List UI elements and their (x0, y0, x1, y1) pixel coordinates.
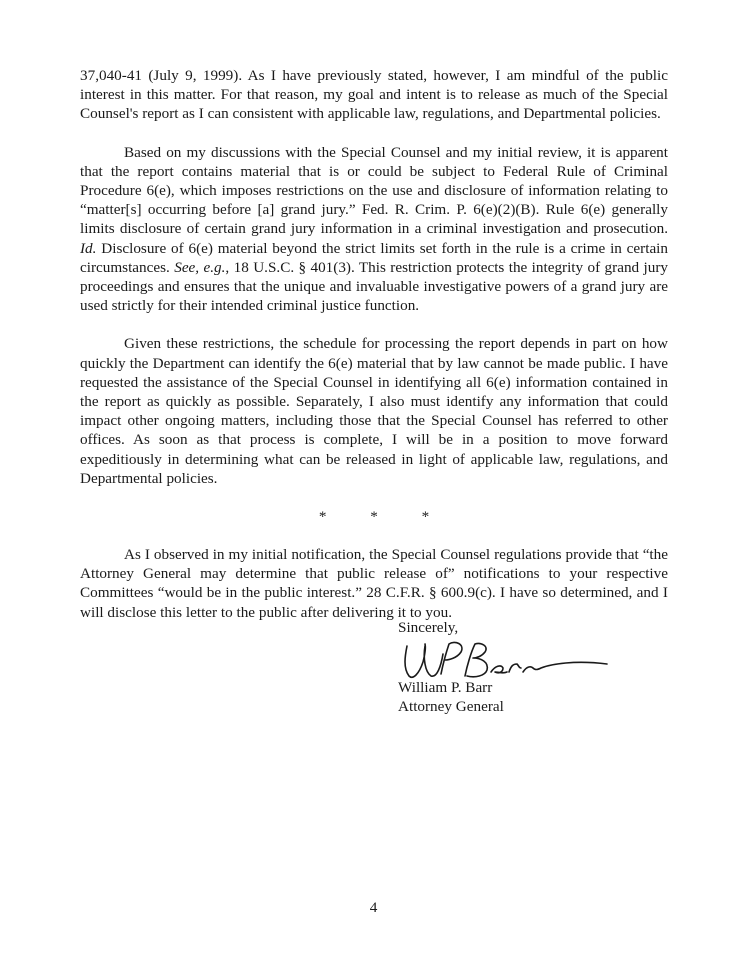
page-number: 4 (369, 899, 378, 916)
paragraph-2-part-2: Disclosure of 6(e) material beyond the strict limits set forth in the rule is a crime in certain circumstances. (80, 239, 668, 276)
paragraph-2 (80, 143, 668, 316)
paragraph-2-part-3: , 18 U.S.C. § 401(3). This restriction protects the integrity of grand jury proceedings and ensures that the unique and invaluable investigative powers of a grand jury are used strictly for their intended criminal justice function. (80, 258, 668, 315)
separator-asterisk: * (370, 508, 378, 526)
section-separator (80, 507, 668, 526)
separator-asterisk: * (318, 508, 327, 526)
citation-see: See, e.g. (174, 258, 226, 276)
paragraph-3: Given these restrictions, the schedule for processing the report depends in part on how quickly the Department can identify the 6(e) material that by law cannot be made public. I have requested the assistance of the Special Counsel in identifying all 6(e) information contained in the report as quickly as possible. Separately, I also must identify any information that could impact other ongoing matters, including those that the Special Counsel has referred to other offices. As soon as that process is complete, I will be in a position to move forward expeditiously in determining what can be released in light of applicable law, regulations, and Departmental policies. (80, 335, 668, 487)
separator-asterisk: * (421, 508, 430, 526)
letter-body (80, 66, 668, 622)
paragraph-4: As I observed in my initial notification, the Special Counsel regulations provide that “the Attorney General may determine that public release of” notifications to your respective Committees “would be in the public interest.” 28 C.F.R. § 600.9(c). I have so determined, and I will disclose this letter to the public after delivering it to you. (80, 546, 668, 621)
signatory-name: William P. Barr (398, 679, 493, 696)
closing: Sincerely, (398, 619, 459, 636)
paragraph-1: 37,040-41 (July 9, 1999). As I have previously stated, however, I am mindful of the public interest in this matter. For that reason, my goal and intent is to release as much of the Special Counsel's report as I can consistent with applicable law, regulations, and Departmental policies. (80, 67, 668, 123)
signatory-title: Attorney General (398, 698, 504, 715)
paragraph-2-part-1: Based on my discussions with the Special Counsel and my initial review, it is apparent that the report contains material that is or could be subject to Federal Rule of Criminal Procedure 6(e), which imposes restrictions on the use and disclosure of information relating to “matter[s] occurring before [a] grand jury.” Fed. R. Crim. P. 6(e)(2)(B). Rule 6(e) generally limits disclosure of certain grand jury information in a criminal investigation and prosecution. (80, 143, 668, 238)
citation-id: Id. (80, 239, 97, 257)
